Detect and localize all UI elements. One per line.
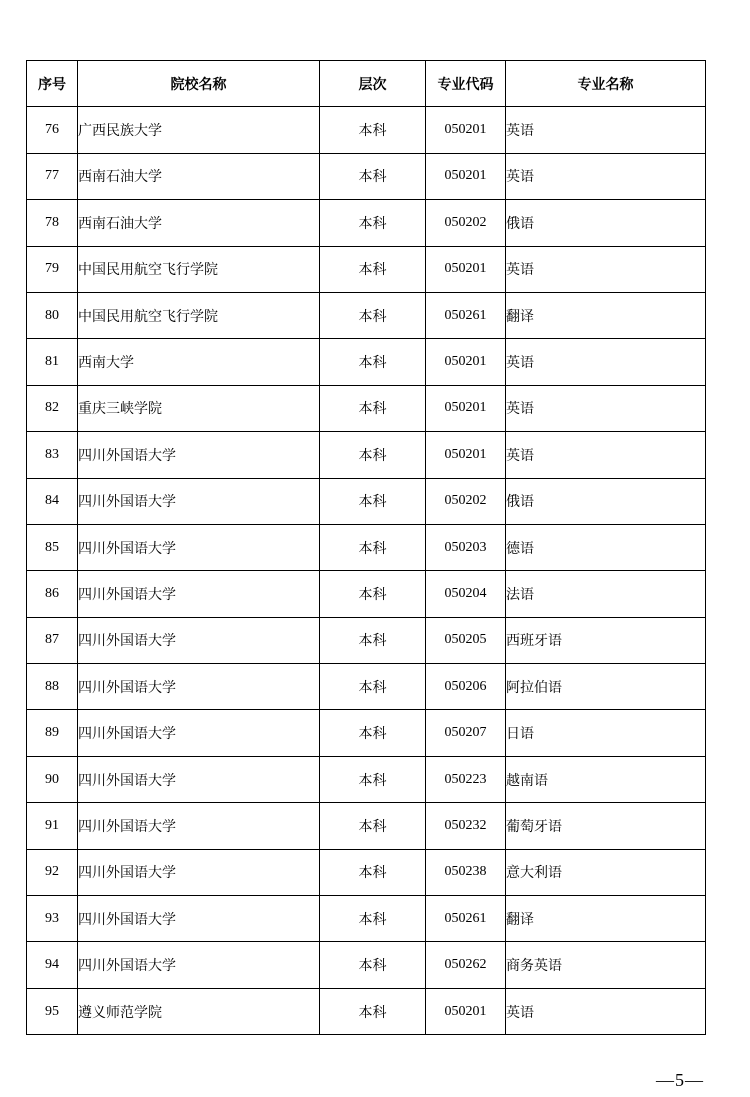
level-cell: 本科 [320, 710, 426, 756]
school-name-cell: 广西民族大学 [78, 107, 320, 153]
school-name-cell: 四川外国语大学 [78, 617, 320, 663]
serial-cell: 84 [27, 478, 78, 524]
table-row [27, 896, 706, 942]
header-major-name: 专业名称 [506, 61, 706, 107]
table-row [27, 385, 706, 431]
table-row [27, 246, 706, 292]
major-name-cell: 意大利语 [506, 849, 706, 895]
major-code-cell: 050223 [426, 756, 506, 802]
serial-cell: 88 [27, 664, 78, 710]
table-row [27, 432, 706, 478]
level-cell: 本科 [320, 292, 426, 338]
serial-cell: 78 [27, 200, 78, 246]
table-row [27, 571, 706, 617]
level-cell: 本科 [320, 432, 426, 478]
major-name-cell: 葡萄牙语 [506, 803, 706, 849]
school-name-cell: 四川外国语大学 [78, 710, 320, 756]
table-row [27, 849, 706, 895]
serial-cell: 85 [27, 524, 78, 570]
major-name-cell: 俄语 [506, 478, 706, 524]
level-cell: 本科 [320, 849, 426, 895]
level-cell: 本科 [320, 988, 426, 1034]
major-code-cell: 050201 [426, 988, 506, 1034]
major-name-cell: 英语 [506, 339, 706, 385]
header-school-name: 院校名称 [78, 61, 320, 107]
table-row [27, 107, 706, 153]
school-name-cell: 遵义师范学院 [78, 988, 320, 1034]
table-row [27, 200, 706, 246]
serial-cell: 81 [27, 339, 78, 385]
major-code-cell: 050262 [426, 942, 506, 988]
school-name-cell: 四川外国语大学 [78, 756, 320, 802]
level-cell: 本科 [320, 339, 426, 385]
serial-cell: 76 [27, 107, 78, 153]
major-name-cell: 英语 [506, 246, 706, 292]
serial-cell: 83 [27, 432, 78, 478]
table-row [27, 988, 706, 1034]
school-name-cell: 四川外国语大学 [78, 942, 320, 988]
school-name-cell: 西南石油大学 [78, 153, 320, 199]
level-cell: 本科 [320, 942, 426, 988]
table-row [27, 153, 706, 199]
major-code-cell: 050201 [426, 107, 506, 153]
major-code-cell: 050207 [426, 710, 506, 756]
level-cell: 本科 [320, 571, 426, 617]
school-name-cell: 中国民用航空飞行学院 [78, 292, 320, 338]
major-code-cell: 050205 [426, 617, 506, 663]
major-code-cell: 050238 [426, 849, 506, 895]
major-name-cell: 越南语 [506, 756, 706, 802]
major-code-cell: 050204 [426, 571, 506, 617]
major-name-cell: 德语 [506, 524, 706, 570]
school-name-cell: 四川外国语大学 [78, 849, 320, 895]
table-header-row [27, 61, 706, 107]
table-row [27, 803, 706, 849]
major-name-cell: 阿拉伯语 [506, 664, 706, 710]
school-name-cell: 西南石油大学 [78, 200, 320, 246]
major-name-cell: 俄语 [506, 200, 706, 246]
major-code-cell: 050201 [426, 339, 506, 385]
serial-cell: 87 [27, 617, 78, 663]
serial-cell: 91 [27, 803, 78, 849]
school-name-cell: 四川外国语大学 [78, 664, 320, 710]
table-row [27, 756, 706, 802]
major-code-cell: 050201 [426, 432, 506, 478]
serial-cell: 79 [27, 246, 78, 292]
table-row [27, 524, 706, 570]
school-name-cell: 四川外国语大学 [78, 896, 320, 942]
major-code-cell: 050202 [426, 478, 506, 524]
table-body [27, 107, 706, 1035]
serial-cell: 86 [27, 571, 78, 617]
level-cell: 本科 [320, 524, 426, 570]
level-cell: 本科 [320, 200, 426, 246]
table-row [27, 339, 706, 385]
school-name-cell: 四川外国语大学 [78, 478, 320, 524]
serial-cell: 92 [27, 849, 78, 895]
major-code-cell: 050201 [426, 246, 506, 292]
serial-cell: 89 [27, 710, 78, 756]
table-row [27, 942, 706, 988]
major-code-cell: 050201 [426, 385, 506, 431]
level-cell: 本科 [320, 153, 426, 199]
major-name-cell: 日语 [506, 710, 706, 756]
serial-cell: 94 [27, 942, 78, 988]
serial-cell: 93 [27, 896, 78, 942]
major-name-cell: 英语 [506, 432, 706, 478]
major-name-cell: 翻译 [506, 896, 706, 942]
majors-table [26, 60, 706, 1035]
serial-cell: 82 [27, 385, 78, 431]
serial-cell: 77 [27, 153, 78, 199]
major-name-cell: 法语 [506, 571, 706, 617]
header-level: 层次 [320, 61, 426, 107]
major-name-cell: 英语 [506, 385, 706, 431]
serial-cell: 80 [27, 292, 78, 338]
table-row [27, 710, 706, 756]
school-name-cell: 四川外国语大学 [78, 524, 320, 570]
header-major-code: 专业代码 [426, 61, 506, 107]
school-name-cell: 四川外国语大学 [78, 571, 320, 617]
major-name-cell: 西班牙语 [506, 617, 706, 663]
major-code-cell: 050232 [426, 803, 506, 849]
major-code-cell: 050203 [426, 524, 506, 570]
major-code-cell: 050202 [426, 200, 506, 246]
level-cell: 本科 [320, 617, 426, 663]
level-cell: 本科 [320, 756, 426, 802]
level-cell: 本科 [320, 664, 426, 710]
serial-cell: 95 [27, 988, 78, 1034]
level-cell: 本科 [320, 896, 426, 942]
level-cell: 本科 [320, 803, 426, 849]
major-code-cell: 050261 [426, 896, 506, 942]
major-code-cell: 050201 [426, 153, 506, 199]
school-name-cell: 四川外国语大学 [78, 803, 320, 849]
school-name-cell: 重庆三峡学院 [78, 385, 320, 431]
school-name-cell: 中国民用航空飞行学院 [78, 246, 320, 292]
table-row [27, 478, 706, 524]
major-name-cell: 英语 [506, 107, 706, 153]
major-name-cell: 翻译 [506, 292, 706, 338]
level-cell: 本科 [320, 246, 426, 292]
header-serial: 序号 [27, 61, 78, 107]
table-row [27, 617, 706, 663]
serial-cell: 90 [27, 756, 78, 802]
major-name-cell: 商务英语 [506, 942, 706, 988]
level-cell: 本科 [320, 385, 426, 431]
level-cell: 本科 [320, 107, 426, 153]
level-cell: 本科 [320, 478, 426, 524]
major-name-cell: 英语 [506, 988, 706, 1034]
school-name-cell: 四川外国语大学 [78, 432, 320, 478]
page-number: —5— [656, 1070, 704, 1090]
major-name-cell: 英语 [506, 153, 706, 199]
major-code-cell: 050206 [426, 664, 506, 710]
major-code-cell: 050261 [426, 292, 506, 338]
table-row [27, 664, 706, 710]
table-row [27, 292, 706, 338]
school-name-cell: 西南大学 [78, 339, 320, 385]
